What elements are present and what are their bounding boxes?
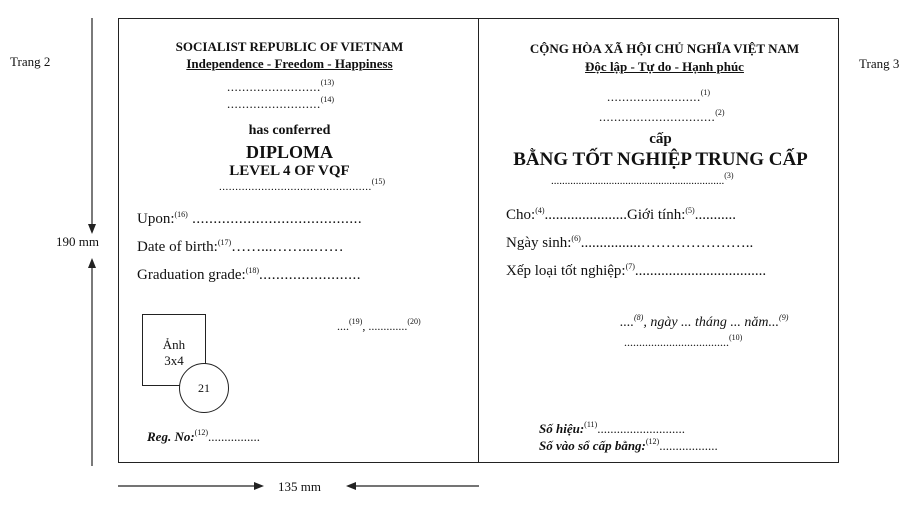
- field-1-dots: .........................: [607, 89, 701, 104]
- diploma-title: DIPLOMA: [246, 142, 333, 162]
- birth-date-label: Ngày sinh:: [506, 235, 572, 251]
- upon-dots: ........................................: [187, 211, 363, 227]
- field-4-number: (4): [535, 206, 545, 215]
- field-20-number: (20): [407, 317, 421, 326]
- field-12-number: (12): [194, 428, 208, 437]
- date-of-birth-dots: ……...……...……: [231, 239, 344, 255]
- field-3-number: (3): [724, 171, 734, 180]
- registry-number-label: Số vào sổ cấp bằng:: [539, 438, 646, 453]
- graduation-grade-dots: ........................: [259, 267, 362, 283]
- field-20-dots: .............: [368, 319, 408, 333]
- left-page-label: Trang 2: [10, 54, 51, 69]
- field-9-number: (9): [779, 313, 789, 322]
- field-5-number: (5): [685, 206, 695, 215]
- field-1-number: (1): [700, 88, 711, 97]
- graduation-rank-label: Xếp loại tốt nghiệp:: [506, 263, 626, 279]
- field-18-number: (18): [245, 266, 260, 275]
- width-dimension-label: 135 mm: [278, 479, 321, 494]
- right-page-label: Trang 3: [859, 56, 900, 71]
- field-14-dots: .........................: [227, 96, 321, 111]
- field-10-number: (10): [729, 333, 743, 342]
- field-6-number: (6): [571, 234, 581, 243]
- field-16-number: (16): [174, 210, 188, 219]
- graduation-rank-dots: ...................................: [634, 263, 767, 279]
- signature-dots: ...................................: [624, 335, 729, 349]
- photo-label: Ảnh: [162, 337, 186, 352]
- recipient-label: Cho:: [506, 207, 536, 223]
- birth-date-dots: ................…………………..: [580, 235, 754, 251]
- conferred-text: has conferred: [248, 123, 331, 138]
- field-8-number: (8): [634, 313, 644, 322]
- national-motto: Independence - Freedom - Happiness: [186, 56, 393, 71]
- field-13-number: (13): [320, 78, 335, 87]
- field-3-dots: ...............................................................: [551, 175, 725, 187]
- diploma-page-vietnamese: [478, 18, 839, 463]
- field-2-number: (2): [715, 108, 725, 117]
- field-11-number: (11): [584, 420, 598, 429]
- diploma-title-vn: BẰNG TỐT NGHIỆP TRUNG CẤP: [513, 149, 808, 170]
- field-7-number: (7): [625, 262, 635, 271]
- reg-no-dots: ................: [208, 429, 260, 444]
- serial-number-label: Số hiệu:: [539, 421, 585, 436]
- field-15-number: (15): [371, 177, 386, 186]
- date-of-birth-label: Date of birth:: [137, 239, 218, 255]
- photo-size: 3x4: [164, 353, 184, 368]
- height-dimension-label: 190 mm: [56, 234, 99, 249]
- recipient-dots: ......................: [544, 207, 628, 223]
- date-line-text: , ngày ... tháng ... năm...: [643, 315, 780, 330]
- upon-label: Upon:: [137, 211, 175, 227]
- country-name-vn: CỘNG HÒA XÃ HỘI CHỦ NGHĨA VIỆT NAM: [529, 41, 800, 56]
- seal-number: 21: [198, 381, 210, 395]
- date-separator: ,: [362, 319, 369, 333]
- registry-number-dots: ..................: [659, 438, 718, 453]
- field-2-dots: ...............................: [599, 109, 716, 124]
- gender-dots: ...........: [694, 207, 736, 223]
- field-17-number: (17): [217, 238, 232, 247]
- field-12-number-vn: (12): [645, 437, 660, 446]
- country-name: SOCIALIST REPUBLIC OF VIETNAM: [175, 39, 404, 54]
- place-dots: ....: [620, 315, 634, 330]
- field-19-number: (19): [349, 317, 363, 326]
- field-19-dots: ....: [337, 319, 349, 333]
- seal-circle: [179, 363, 229, 413]
- gender-label: Giới tính:: [627, 207, 686, 223]
- graduation-grade-label: Graduation grade:: [137, 267, 246, 283]
- diploma-page-english: [118, 18, 479, 463]
- diploma-level: LEVEL 4 OF VQF: [229, 163, 350, 179]
- field-15-dots: ...............................................: [219, 181, 372, 193]
- reg-no-label: Reg. No:: [147, 429, 195, 444]
- national-motto-vn: Độc lập - Tự do - Hạnh phúc: [585, 59, 744, 74]
- cap-text: cấp: [649, 131, 672, 147]
- serial-number-dots: ...........................: [597, 421, 685, 436]
- field-14-number: (14): [320, 95, 335, 104]
- field-13-dots: .........................: [227, 79, 321, 94]
